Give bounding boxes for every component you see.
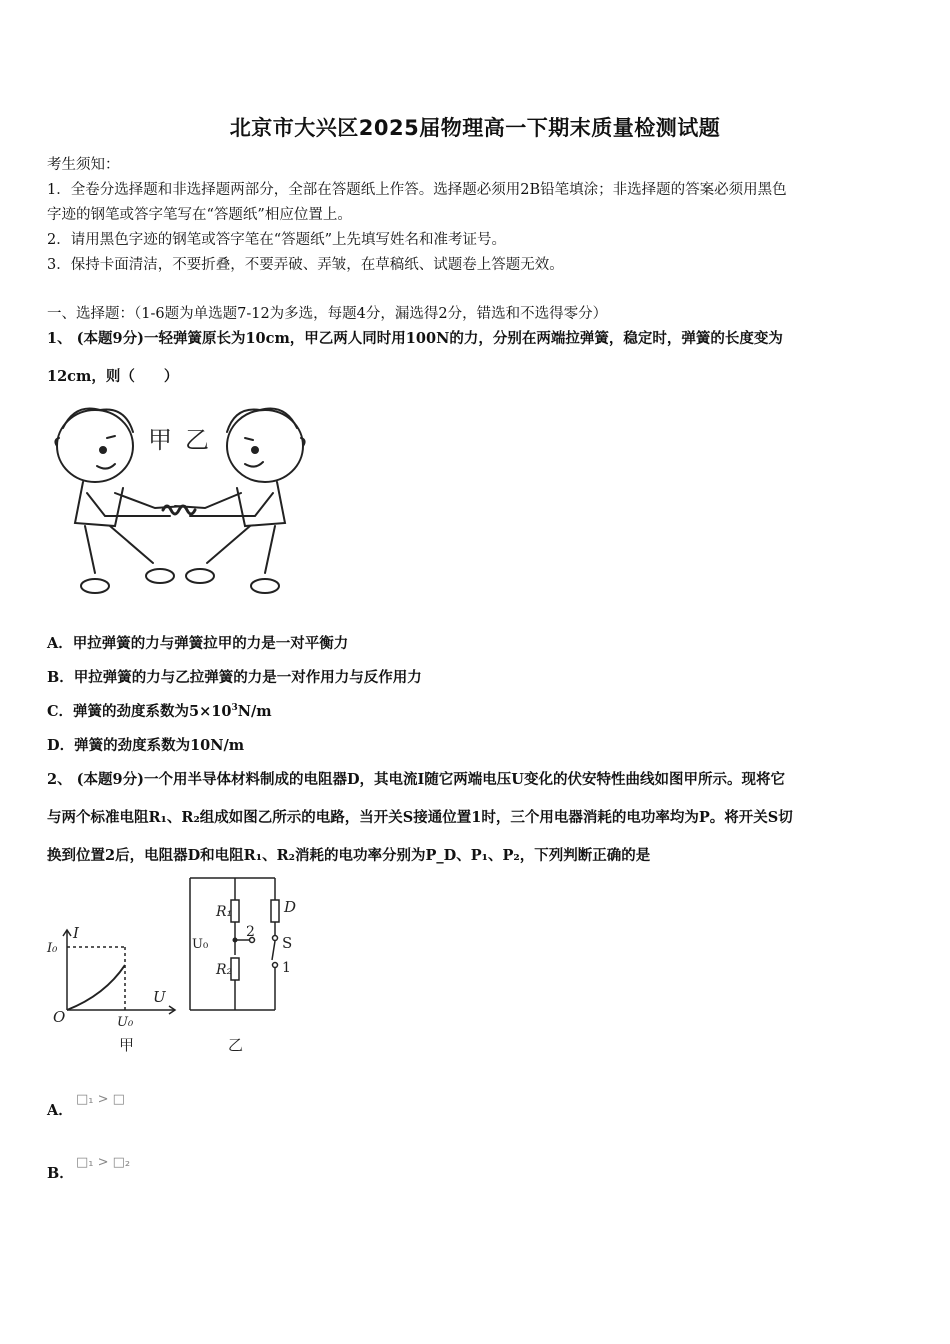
graph-i0-label: I₀ [47, 941, 58, 956]
circuit-s-label: S [282, 934, 293, 952]
notice-item-1-line-2: 字迹的钢笔或答字笔写在“答题纸”相应位置上。 [47, 207, 352, 223]
question-1-line-2: 12cm，则（ ） [47, 368, 179, 385]
notice-item-2: 2．请用黑色字迹的钢笔或答字笔在“答题纸”上先填写姓名和准考证号。 [47, 232, 507, 248]
circuit-r2-label: R₂ [216, 962, 233, 978]
kids-pulling-spring-figure [45, 398, 315, 608]
q2-option-b-math: □₁ > □₂ [76, 1155, 131, 1170]
question-1-line-1: 1、 (本题9分)一轻弹簧原长为10cm，甲乙两人同时用100N的力，分别在两端拉弹簧，稳定时，弹簧的长度变为 [47, 330, 783, 347]
graph-x-axis-label: U [153, 988, 166, 1006]
q2-option-b-label: B． [47, 1165, 74, 1182]
q2-option-a-label: A． [47, 1102, 73, 1119]
notice-heading: 考生须知： [47, 157, 120, 173]
fig-label-yi: 乙 [185, 426, 209, 454]
circuit-pos1-label: 1 [282, 960, 291, 976]
q1-option-d: D．弹簧的劲度系数为10N/m [47, 737, 245, 754]
circuit-u0-label: U₀ [192, 937, 209, 952]
q1-option-b: B．甲拉弹簧的力与乙拉弹簧的力是一对作用力与反作用力 [47, 669, 422, 686]
question-2-line-2: 与两个标准电阻R₁、R₂组成如图乙所示的电路，当开关S接通位置1时，三个用电器消耗的电功率均为P。将开关S切 [47, 809, 793, 826]
circuit-caption: 乙 [228, 1036, 244, 1054]
iu-graph-figure [45, 870, 195, 1060]
graph-origin-label: O [53, 1008, 66, 1026]
circuit-pos2-label: 2 [246, 924, 255, 940]
notice-item-3: 3．保持卡面清洁，不要折叠，不要弄破、弄皱，在草稿纸、试题卷上答题无效。 [47, 257, 564, 273]
graph-u0-label: U₀ [117, 1015, 134, 1030]
graph-y-axis-label: I [73, 924, 79, 942]
section-heading: 一、选择题：（1-6题为单选题7-12为多选，每题4分，漏选得2分，错选和不选得零分） [47, 306, 608, 322]
question-2-line-1: 2、 (本题9分)一个用半导体材料制成的电阻器D，其电流I随它两端电压U变化的伏安特性曲线如图甲所示。现将它 [47, 771, 785, 788]
fig-label-jia: 甲 [148, 426, 172, 454]
circuit-figure [180, 870, 310, 1060]
q2-option-a-math: □₁ > □ [76, 1092, 125, 1107]
q1-option-a: A．甲拉弹簧的力与弹簧拉甲的力是一对平衡力 [47, 635, 349, 652]
question-2-line-3: 换到位置2后，电阻器D和电阻R₁、R₂消耗的电功率分别为P_D、P₁、P₂，下列判断正确的是 [47, 847, 651, 864]
notice-item-1-line-1: 1．全卷分选择题和非选择题两部分，全部在答题纸上作答。选择题必须用2B铅笔填涂；非选择题的答案必须用黑色 [47, 182, 787, 198]
circuit-d-label: D [284, 898, 297, 916]
q1-option-c: C．弹簧的劲度系数为$5\times 10^3N/m$ [47, 703, 272, 720]
graph-caption: 甲 [119, 1036, 135, 1054]
page-title: 北京市大兴区2025届物理高一下期末质量检测试题 [229, 116, 721, 140]
circuit-r1-label: R₁ [216, 904, 233, 920]
